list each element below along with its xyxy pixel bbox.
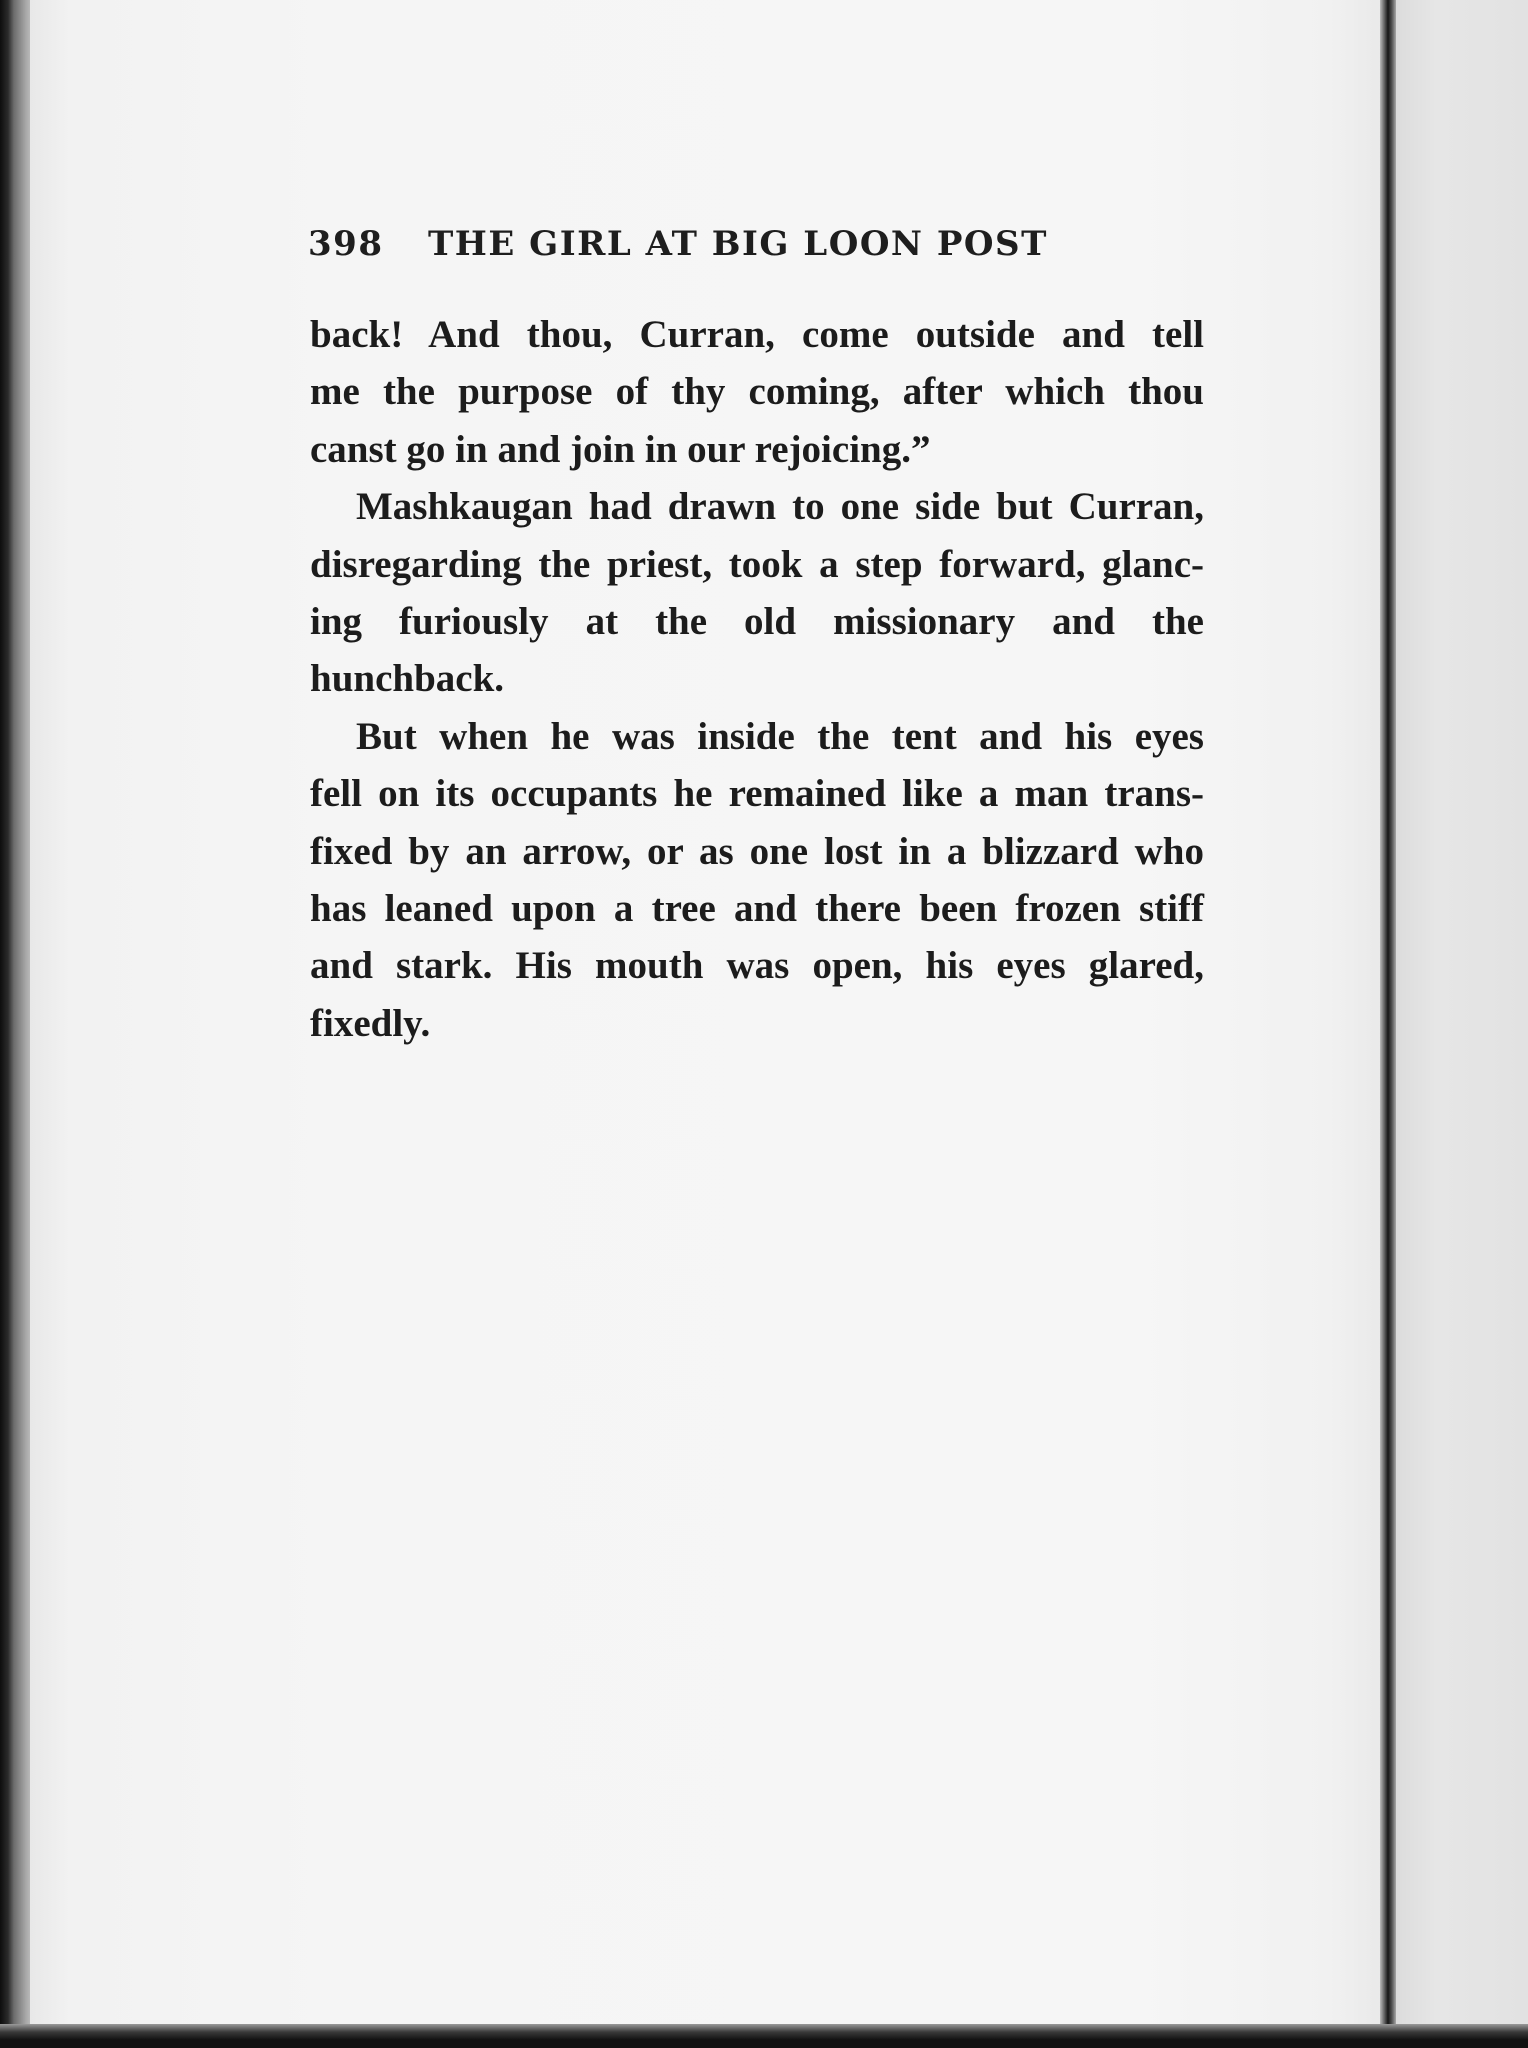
text-line: disregarding the priest, took a step forward, glanc- (310, 542, 1204, 586)
text-line: has leaned upon a tree and there been frozen stiff (310, 887, 1204, 931)
book-spine-edge (0, 0, 34, 2048)
paragraph (310, 478, 1204, 708)
text-line: But when he was inside the tent and his eyes (356, 714, 1204, 758)
text-line: Mashkaugan had drawn to one side but Curran, (356, 485, 1204, 529)
paragraph (310, 306, 1204, 478)
paragraph (310, 708, 1204, 1052)
text-line: back! And thou, Curran, come outside and tell (310, 313, 1204, 356)
text-line: ing furiously at the old missionary and the (310, 600, 1204, 644)
text-line: and stark. His mouth was open, his eyes glared, (310, 944, 1204, 988)
text-line: fixedly. (310, 1001, 431, 1045)
page-number: 398 (308, 224, 384, 264)
text-line: me the purpose of thy coming, after which thou (310, 370, 1204, 414)
text-line: canst go in and join in our rejoicing.” (310, 427, 931, 471)
text-line: fixed by an arrow, or as one lost in a blizzard who (310, 829, 1204, 873)
book-gutter (1380, 0, 1396, 2028)
body-text (310, 306, 1204, 1052)
text-line: hunchback. (310, 657, 505, 701)
text-line: fell on its occupants he remained like a man trans- (310, 772, 1204, 816)
facing-page-edge (1396, 0, 1528, 2028)
book-title: THE GIRL AT BIG LOON POST (428, 224, 1048, 264)
running-head (308, 224, 1208, 264)
scan-bottom-edge (0, 2024, 1528, 2048)
